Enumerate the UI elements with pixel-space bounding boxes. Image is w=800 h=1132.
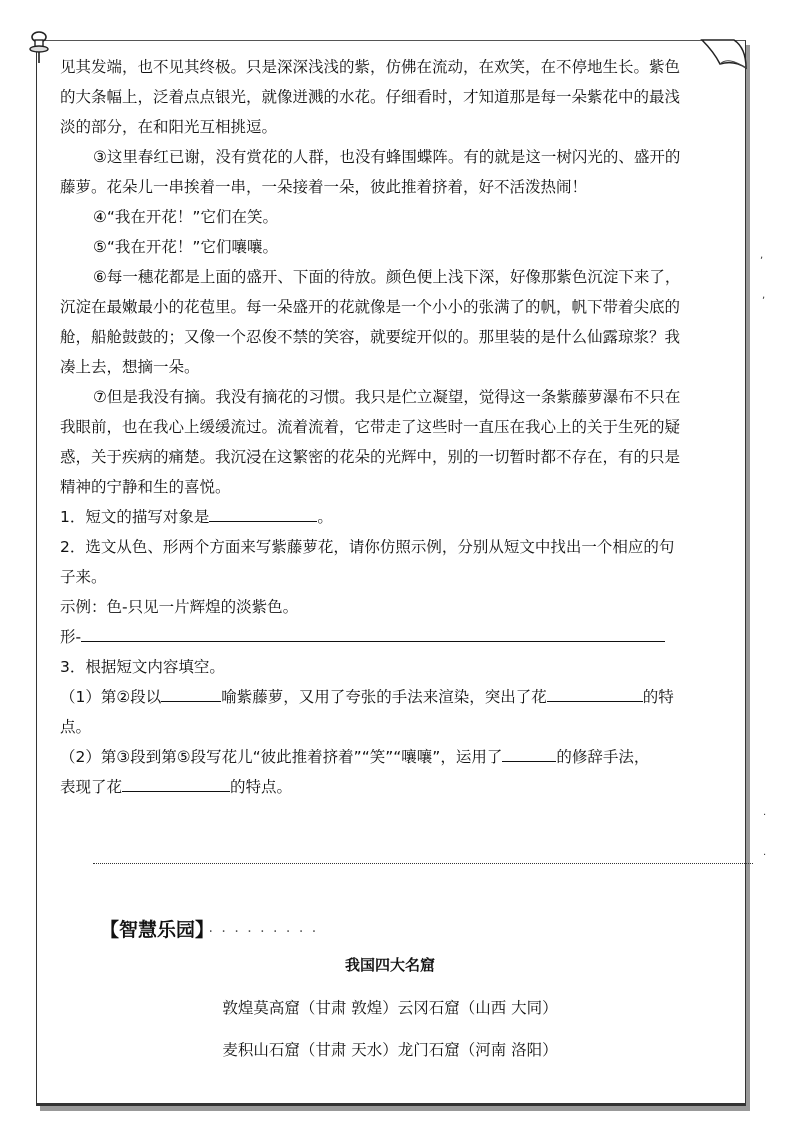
question-2: 2．选文从色、形两个方面来写紫藤萝花，请你仿照示例，分别从短文中找出一个相应的句 [60, 538, 675, 556]
paragraph-3: ③这里春红已谢，没有赏花的人群，也没有蜂围蝶阵。有的就是这一树闪光的、盛开的 [93, 148, 681, 166]
paragraph-7-cont: 我眼前，也在我心上缓缓流过。流着流着，它带走了这些时一直压在我心上的关于生死的疑 [60, 418, 681, 436]
section-heading [100, 915, 318, 942]
answer-blank-q3-2a[interactable] [502, 743, 556, 762]
paragraph-6-cont: 舱，船舱鼓鼓的；又像一个忍俊不禁的笑容，就要绽开似的。那里装的是什么仙露琼浆？我 [60, 328, 681, 346]
pushpin-icon [28, 30, 50, 64]
question-3-1-cont: 点。 [60, 718, 92, 736]
heading-dots: · · · · · · · · · [208, 924, 319, 940]
passage-line: 淡的部分，在和阳光互相挑逗。 [60, 118, 278, 136]
scan-mark: · [763, 850, 767, 861]
paragraph-6-cont: 沉淀在最嫩最小的花苞里。每一朵盛开的花就像是一个小小的张满了的帆，帆下带着尖底的 [60, 298, 681, 316]
paragraph-6-cont: 凑上去，想摘一朵。 [60, 358, 200, 376]
answer-blank-q3-1b[interactable] [547, 683, 643, 702]
q3-1-text-a: （1）第②段以 [60, 688, 162, 706]
grottoes-row-2: 麦积山石窟（甘肃 天水）龙门石窟（河南 洛阳） [222, 1041, 558, 1059]
q3-1-text-b: 喻紫藤萝，又用了夸张的手法来渲染，突出了花 [221, 688, 547, 706]
passage-line: 见其发端，也不见其终极。只是深深浅浅的紫，仿佛在流动，在欢笑，在不停地生长。紫色 [60, 58, 681, 76]
question-3-2 [60, 742, 724, 772]
scan-mark: , [760, 250, 764, 261]
scan-mark: · [763, 810, 767, 821]
q3-2-text-c: 表现了花 [60, 778, 123, 796]
reading-content [60, 52, 724, 802]
paragraph-4: ④“我在开花！”它们在笑。 [93, 208, 278, 226]
shape-answer-line [60, 622, 724, 652]
dotted-divider [93, 863, 753, 864]
q3-2-text-a: （2）第③段到第⑤段写花儿“彼此推着挤着”“笑”“嚷嚷”，运用了 [60, 748, 503, 766]
q3-1-text-c: 的特 [642, 688, 674, 706]
answer-blank-q3-2b[interactable] [122, 773, 230, 792]
paragraph-5: ⑤“我在开花！”它们嚷嚷。 [93, 238, 278, 256]
shape-label: 形- [60, 628, 82, 646]
question-1-end: 。 [317, 508, 333, 526]
paragraph-7-cont: 精神的宁静和生的喜悦。 [60, 478, 231, 496]
paragraph-3-cont: 藤萝。花朵儿一串挨着一串，一朵接着一朵，彼此推着挤着，好不活泼热闹！ [60, 178, 588, 196]
passage-line: 的大条幅上，泛着点点银光，就像迸溅的水花。仔细看时，才知道那是每一朵紫花中的最浅 [60, 88, 681, 106]
paragraph-6: ⑥每一穗花都是上面的盛开、下面的待放。颜色便上浅下深，好像那紫色沉淀下来了， [93, 268, 681, 286]
scan-mark: , [762, 290, 766, 301]
question-1 [60, 502, 724, 532]
answer-blank-q3-1a[interactable] [161, 683, 221, 702]
answer-blank-q1[interactable] [209, 503, 317, 522]
question-1-text: 1．短文的描写对象是 [60, 508, 210, 526]
question-2-cont: 子来。 [60, 568, 107, 586]
question-3-2-cont [60, 772, 724, 802]
q3-2-text-d: 的特点。 [230, 778, 293, 796]
paragraph-7: ⑦但是我没有摘。我没有摘花的习惯。我只是伫立凝望，觉得这一条紫藤萝瀑布不只在 [93, 388, 681, 406]
paragraph-7-cont: 惑，关于疾病的痛楚。我沉浸在这繁密的花朵的光辉中，别的一切暂时都不存在，有的只是 [60, 448, 681, 466]
grottoes-row-1: 敦煌莫高窟（甘肃 敦煌）云冈石窟（山西 大同） [222, 999, 558, 1017]
example-line: 示例：色-只见一片辉煌的淡紫色。 [60, 598, 299, 616]
section-heading-text: 【智慧乐园】 [100, 919, 205, 941]
q3-2-text-b: 的修辞手法， [556, 748, 650, 766]
grottoes-title: 我国四大名窟 [344, 956, 435, 974]
question-3-1 [60, 682, 724, 712]
question-3: 3．根据短文内容填空。 [60, 658, 225, 676]
answer-blank-shape[interactable] [81, 623, 665, 642]
